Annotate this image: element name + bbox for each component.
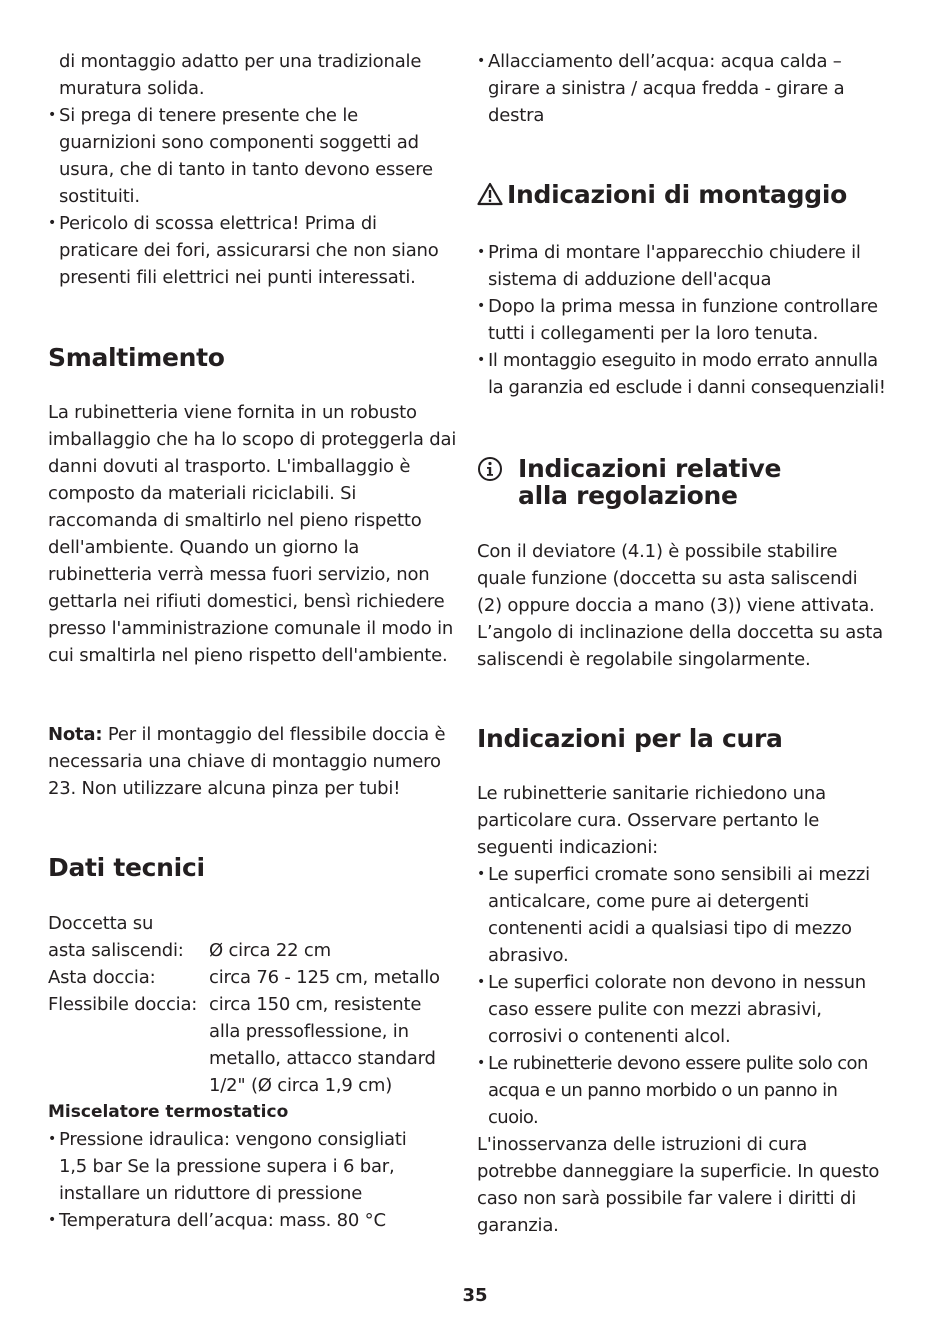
dati-row xyxy=(48,964,458,991)
smaltimento-text: La rubinetteria viene fornita in un robusto imballaggio che ha lo scopo di proteggerla dai danni dovuti al trasporto. L'imballaggio è composto da materiali riciclabili. Si raccomanda di smaltirlo nel pieno rispetto dell'ambiente. Quando un giorno la rubinetteria verrà messa fuori servizio, non gettarla nei rifiuti domestici, bensì richiedere presso l'amministrazione comunale il modo in cui smaltirla nel pieno rispetto dell'ambiente. xyxy=(48,402,457,666)
dati-key: Doccetta su xyxy=(48,913,154,934)
regolazione-heading-row xyxy=(477,455,887,509)
miscelatore-bullet: • Temperatura dell’acqua: mass. 80 °C xyxy=(48,1207,458,1234)
montaggio-heading-row xyxy=(477,181,887,210)
nota-label: Nota: xyxy=(48,724,103,745)
dati-value: Ø circa 22 cm xyxy=(209,940,331,961)
intro-continuation: di montaggio adatto per una tradizionale muratura solida. xyxy=(59,51,422,99)
cura-bullet: • Le rubinetterie devono essere pulite solo con acqua e un panno morbido o un panno in cuoio. xyxy=(477,1050,887,1131)
page-number: 35 xyxy=(462,1285,488,1306)
warning-triangle-icon xyxy=(477,182,503,210)
cura-bullet: • Le superfici colorate non devono in nessun caso essere pulite con mezzi abrasivi, corrosivi o contenenti alcol. xyxy=(477,969,887,1050)
regolazione-heading: Indicazioni relative alla regolazione xyxy=(518,454,782,510)
miscelatore-bullet: • Pressione idraulica: vengono consigliati 1,5 bar Se la pressione supera i 6 bar, installare un riduttore di pressione xyxy=(48,1126,458,1207)
cura-outro: L'inosservanza delle istruzioni di cura potrebbe danneggiare la superficie. In questo caso non sarà possibile far valere i diritti di garanzia. xyxy=(477,1134,880,1236)
dati-value xyxy=(209,910,458,937)
smaltimento-heading: Smaltimento xyxy=(48,343,225,372)
montaggio-heading: Indicazioni di montaggio xyxy=(507,180,847,209)
allacciamento-bullet: • Allacciamento dell’acqua: acqua calda – girare a sinistra / acqua fredda - girare a destra xyxy=(477,48,887,129)
dati-key: Flessibile doccia: xyxy=(48,994,198,1015)
nota-text: Per il montaggio del flessibile doccia è necessaria una chiave di montaggio numero 23. Non utilizzare alcuna pinza per tubi! xyxy=(48,724,446,799)
dati-key: Asta doccia: xyxy=(48,967,156,988)
dati-row xyxy=(48,937,458,964)
cura-intro: Le rubinetterie sanitarie richiedono una particolare cura. Osservare pertanto le seguenti indicazioni: xyxy=(477,783,826,858)
dati-row xyxy=(48,910,458,937)
dati-value: circa 150 cm, resistente alla pressoflessione, in metallo, attacco standard 1/2" (Ø circa 1,9 cm) xyxy=(209,994,436,1096)
intro-bullet: • Pericolo di scossa elettrica! Prima di praticare dei fori, assicurarsi che non siano presenti fili elettrici nei punti interessati. xyxy=(48,210,458,291)
miscelatore-heading: Miscelatore termostatico xyxy=(48,1102,289,1122)
cura-bullet: • Le superfici cromate sono sensibili ai mezzi anticalcare, come pure ai detergenti contenenti acidi a qualsiasi tipo di mezzo abrasivo. xyxy=(477,861,887,969)
montaggio-bullet: • Dopo la prima messa in funzione controllare tutti i collegamenti per la loro tenuta. xyxy=(477,293,887,347)
montaggio-list xyxy=(477,239,887,401)
cura-heading: Indicazioni per la cura xyxy=(477,724,783,753)
dati-tecnici-table xyxy=(48,910,458,1099)
regolazione-text: Con il deviatore (4.1) è possibile stabilire quale funzione (doccetta su asta saliscendi (2) oppure doccia a mano (3)) viene attivata. L’angolo di inclinazione della doccetta su asta saliscendi è regolabile singolarmente. xyxy=(477,541,883,670)
info-circle-icon xyxy=(477,456,503,486)
dati-row xyxy=(48,991,458,1099)
left-column xyxy=(48,48,458,1234)
intro-bullet: • Si prega di tenere presente che le guarnizioni sono componenti soggetti ad usura, che di tanto in tanto devono essere sostituiti. xyxy=(48,102,458,210)
dati-value: circa 76 - 125 cm, metallo xyxy=(209,967,440,988)
nota-paragraph xyxy=(48,721,458,802)
montaggio-bullet: • Il montaggio eseguito in modo errato annulla la garanzia ed esclude i danni consequenziali! xyxy=(477,347,887,401)
dati-tecnici-heading: Dati tecnici xyxy=(48,853,205,882)
montaggio-bullet: • Prima di montare l'apparecchio chiudere il sistema di adduzione dell'acqua xyxy=(477,239,887,293)
dati-key: asta saliscendi: xyxy=(48,940,184,961)
right-column xyxy=(477,48,887,1239)
